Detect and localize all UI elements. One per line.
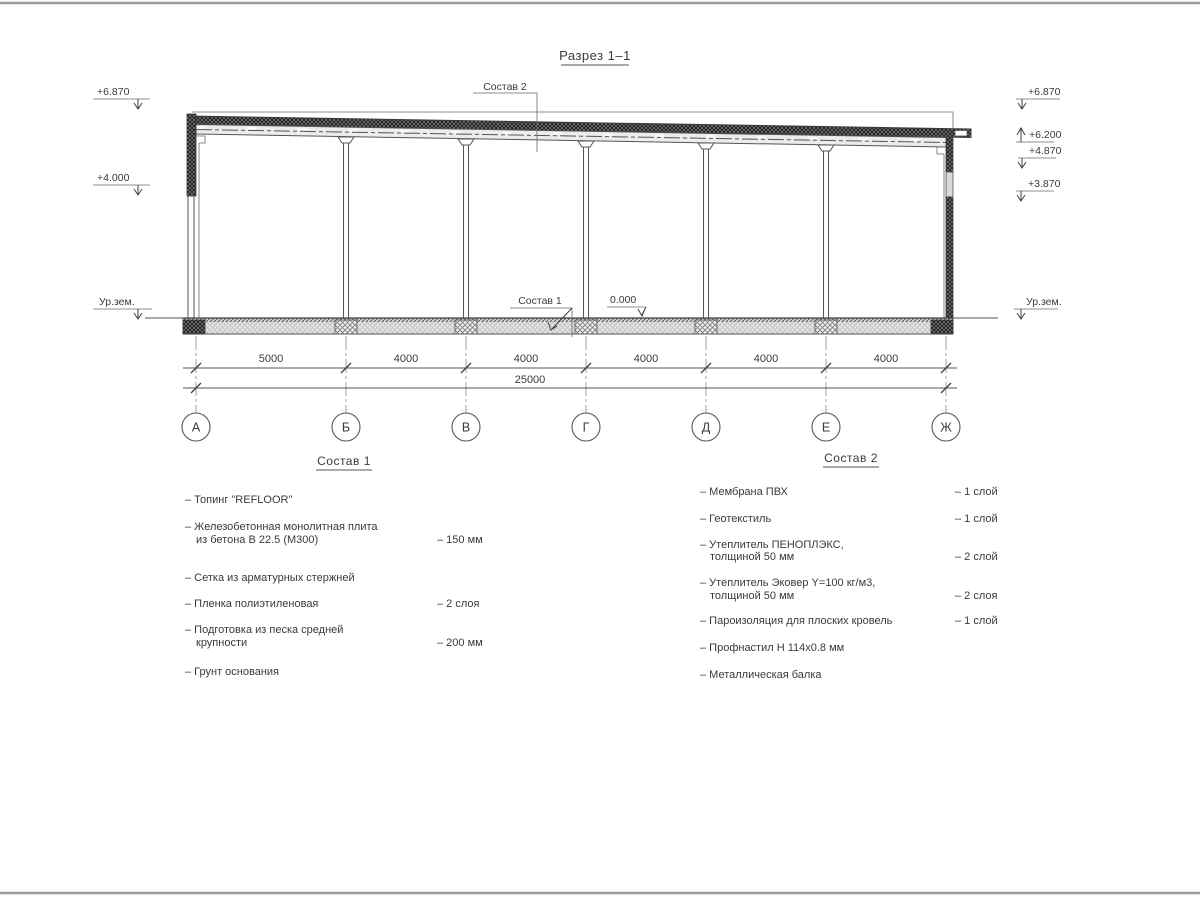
elevation-arrow-up-icon <box>1017 128 1025 142</box>
right-wall-lower-panel <box>946 197 953 318</box>
legend2-item-4: – Утеплитель Эковер Y=100 кг/м3, <box>700 577 876 589</box>
legend1-item-5: – Подготовка из песка средней <box>185 624 344 636</box>
left-wall <box>187 114 205 318</box>
dim-total: 25000 <box>514 374 546 386</box>
axis-lines <box>196 336 946 413</box>
callout-zero-label: 0.000 <box>610 294 637 306</box>
elevation-value: Ур.зем. <box>1026 296 1062 308</box>
legend1-item-2-line2: из бетона В 22.5 (М300) <box>196 534 319 546</box>
column-b <box>338 137 354 318</box>
elevation-value: +3.870 <box>1028 178 1061 190</box>
axis-label-v: В <box>461 420 471 435</box>
left-wall-lower <box>188 196 194 318</box>
dim-segment-5: 4000 <box>753 353 779 365</box>
legend1-item-4: – Пленка полиэтиленовая <box>185 598 319 610</box>
legend1-item-4-value: – 2 слоя <box>437 598 480 610</box>
dim-segment-6: 4000 <box>873 353 899 365</box>
column-v <box>458 139 474 318</box>
legend2-item-7: – Металлическая балка <box>700 669 822 681</box>
elevation-value: +6.870 <box>1028 86 1061 98</box>
callout-sostav2-label: Состав 2 <box>483 81 527 93</box>
floor-slab <box>183 318 953 334</box>
elevation-right-ground <box>1014 296 1062 319</box>
legend2-item-5-value: – 1 слой <box>955 615 998 627</box>
elevation-right-3870 <box>1016 178 1061 201</box>
column-g <box>578 141 594 318</box>
axis-label-g: Г <box>582 420 590 435</box>
leader-arrow-icon <box>638 307 646 316</box>
foundation-pad-zh <box>931 320 953 334</box>
left-wall-corbel <box>196 136 205 143</box>
legend2-item-4-line2: толщиной 50 мм <box>710 590 795 602</box>
elevation-arrow-down-icon <box>1018 99 1026 109</box>
column-d <box>698 143 714 318</box>
left-wall-panel <box>187 114 196 196</box>
legend-sostav1 <box>185 454 483 678</box>
axis-label-zh: Ж <box>940 420 952 435</box>
foundation-pad-d <box>695 320 717 334</box>
right-wall-upper-panel <box>946 137 953 172</box>
legend-sostav2 <box>700 451 998 681</box>
legend2-item-3-value: – 2 слой <box>955 551 998 563</box>
legend1-item-5-line2: крупности <box>196 637 248 649</box>
elevation-value: +6.870 <box>97 86 130 98</box>
elevation-right-4870 <box>1018 145 1062 168</box>
elevation-value: Ур.зем. <box>99 296 135 308</box>
axis-bubbles <box>182 413 960 441</box>
elevation-right-6870 <box>1016 86 1061 109</box>
legend2-item-3: – Утеплитель ПЕНОПЛЭКС, <box>700 539 844 551</box>
elevation-marks-left <box>93 86 152 319</box>
dim-segment-1: 5000 <box>258 353 284 365</box>
right-wall-corbel <box>937 147 946 154</box>
elevation-arrow-down-icon <box>1017 191 1025 201</box>
elevation-right-6200 <box>1016 128 1062 142</box>
legend1-item-2-value: – 150 мм <box>437 534 483 546</box>
elevation-arrow-down-icon <box>134 185 142 195</box>
dimension-line-segments <box>183 353 957 373</box>
axis-label-b: Б <box>341 420 351 435</box>
legend2-item-5: – Пароизоляция для плоских кровель <box>700 615 893 627</box>
columns <box>338 137 834 318</box>
elevation-value: +6.200 <box>1029 129 1062 141</box>
elevation-arrow-down-icon <box>134 309 142 319</box>
legend2-item-3-line2: толщиной 50 мм <box>710 551 795 563</box>
dim-segment-3: 4000 <box>513 353 539 365</box>
legend2-item-2-value: – 1 слой <box>955 513 998 525</box>
elevation-value: +4.000 <box>97 172 130 184</box>
elevation-marks-right <box>1014 86 1062 319</box>
foundation-pad-g <box>575 320 597 334</box>
legend1-item-5-value: – 200 мм <box>437 637 483 649</box>
legend2-item-4-value: – 2 слоя <box>955 590 998 602</box>
legend2-item-1: – Мембрана ПВХ <box>700 486 788 498</box>
legend2-title: Состав 2 <box>824 451 878 465</box>
elevation-left-ground <box>93 296 152 319</box>
axis-label-d: Д <box>701 420 711 435</box>
legend1-title: Состав 1 <box>317 454 371 468</box>
right-wall <box>937 137 953 318</box>
elevation-left-4000 <box>93 172 150 195</box>
legend2-item-2: – Геотекстиль <box>700 513 772 525</box>
elevation-left-6870 <box>93 86 150 109</box>
legend1-item-2: – Железобетонная монолитная плита <box>185 521 378 533</box>
dim-segment-4: 4000 <box>633 353 659 365</box>
dim-segment-2: 4000 <box>393 353 419 365</box>
roof-edge-detail <box>955 131 967 137</box>
foundation-pad-v <box>455 320 477 334</box>
elevation-arrow-down-icon <box>1017 309 1025 319</box>
right-wall-joint <box>946 172 953 197</box>
elevation-value: +4.870 <box>1029 145 1062 157</box>
foundation-pad-b <box>335 320 357 334</box>
dimension-line-total <box>183 374 957 393</box>
drawing-title: Разрез 1–1 <box>559 48 631 63</box>
elevation-arrow-down-icon <box>1018 158 1026 168</box>
foundation-pad-a <box>183 320 205 334</box>
elevation-arrow-down-icon <box>134 99 142 109</box>
legend1-item-1: – Топинг "REFLOOR" <box>185 494 293 506</box>
legend1-item-6: – Грунт основания <box>185 666 279 678</box>
legend2-item-1-value: – 1 слой <box>955 486 998 498</box>
axis-label-e: Е <box>821 420 831 435</box>
callout-sostav1-label: Состав 1 <box>518 295 562 307</box>
column-e <box>818 145 834 318</box>
axis-label-a: А <box>191 420 201 435</box>
foundation-pad-e <box>815 320 837 334</box>
callout-sostav2 <box>473 81 537 152</box>
legend2-item-6: – Профнастил Н 114х0.8 мм <box>700 642 845 654</box>
legend1-item-3: – Сетка из арматурных стержней <box>185 572 355 584</box>
callout-zero-level <box>607 294 646 316</box>
